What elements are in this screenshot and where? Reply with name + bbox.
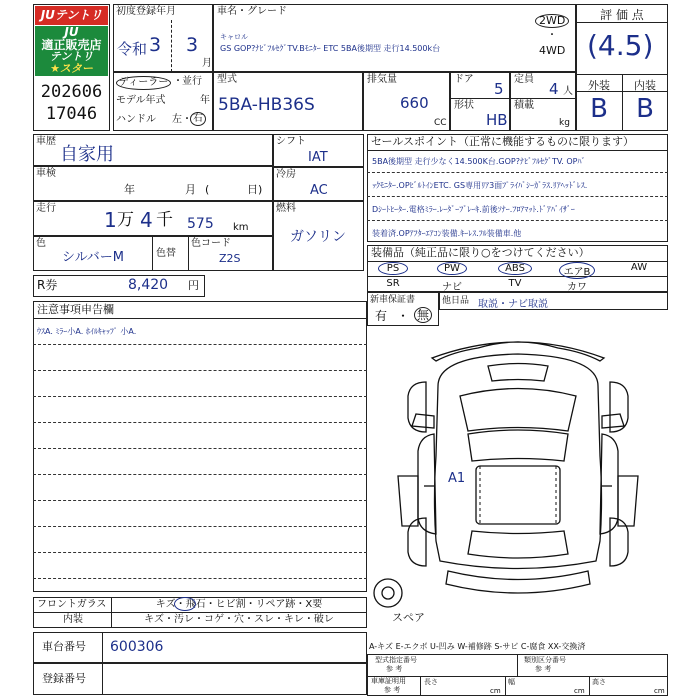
equipment-abs: ABS	[498, 262, 532, 275]
recycle-unit: 円	[188, 279, 199, 292]
sales-point-line: 5BA後期型 走行少なく14.500K台.GOP?ﾅﾋﾞﾌﾙｾｸﾞTV. OPﾊﾞ	[372, 157, 586, 166]
shift-label: シフト	[276, 136, 306, 147]
recycle-box	[33, 275, 205, 297]
notes-rule	[33, 500, 367, 501]
mileage-rest: 575	[187, 216, 214, 232]
inspection-year: 年	[124, 183, 135, 196]
model-value: 5BA-HB36S	[218, 95, 315, 115]
handle-left: 左	[172, 114, 182, 125]
parallel-option: 並行	[182, 76, 202, 87]
equipment-ps: PS	[378, 262, 408, 275]
windshield-label: フロントガラス	[37, 599, 107, 610]
stock-no-line1: 202606	[40, 82, 103, 102]
interior-grade: B	[636, 94, 654, 124]
first-reg-era: 令和	[117, 40, 148, 58]
equipment-leather: カワ	[567, 282, 587, 293]
color-value: シルバーM	[62, 250, 124, 265]
notes-rule	[33, 474, 367, 475]
color-code: Z2S	[219, 252, 241, 265]
sales-point-line: Dｼｰﾄﾋｰﾀｰ.電格ﾐﾗｰ.ﾚｰﾀﾞｰﾌﾞﾚｰｷ.前後ｿﾅｰ.ﾌﾛｱﾏｯﾄ.ﾄﾞｱﾊﾞｲｻﾞｰ	[372, 205, 575, 214]
equipment-sr: SR	[386, 278, 400, 289]
handle-right: 右	[190, 112, 206, 126]
car-name: キャロル	[220, 33, 248, 41]
logo-line2: テントリ	[49, 50, 94, 63]
inspection-label: 車検	[36, 168, 56, 179]
ac-value: AC	[310, 183, 328, 198]
dealer-dot: ・	[173, 76, 183, 87]
color-change-label: 色替	[156, 248, 176, 259]
height-label: 高さ	[592, 678, 606, 686]
length-label: 長さ	[424, 678, 438, 686]
first-reg-year: 3	[149, 34, 162, 56]
mileage-man: 1	[104, 208, 117, 232]
interior-check-label: 内装	[63, 614, 83, 625]
logo-brand-mark: JU	[64, 25, 79, 39]
first-reg-month-unit: 月	[202, 58, 212, 69]
model-year-label: モデル年式	[116, 95, 166, 106]
capacity-label: 定員	[514, 74, 534, 85]
history-label: 車歴	[36, 136, 56, 147]
handle-label: ハンドル	[116, 114, 156, 125]
class-code-label: 類別区分番号	[524, 656, 566, 664]
equipment-label: 装備品（純正品に限り○をつけてください）	[371, 246, 590, 259]
notes-rule	[33, 526, 367, 527]
other-label: 他日品	[442, 296, 470, 306]
fuel-label: 燃料	[276, 203, 296, 214]
notes-rule	[33, 578, 367, 579]
car-grade: GS GOP?ﾅﾋﾞﾌﾙｾｸﾞTV.Bﾓﾆﾀｰ ETC 5BA後期型 走行14.500k台	[220, 44, 441, 53]
windshield-items: キズ・飛石・ヒビ割・リペア跡・X要	[155, 599, 323, 610]
sales-points-label: セールスポイント（正常に機能するものに限ります）	[371, 135, 635, 148]
notes-rule	[33, 448, 367, 449]
displacement-unit: CC	[434, 118, 447, 128]
name-grade-label: 車名・グレード	[217, 6, 287, 17]
other-box	[439, 292, 668, 310]
length-unit: cm	[490, 687, 501, 695]
cert-label: 車庫証明用	[371, 677, 406, 685]
displacement-value: 660	[400, 94, 429, 112]
inspection-month: 月	[185, 183, 196, 196]
displacement-label: 排気量	[367, 74, 397, 85]
evaluation-label: 評 価 点	[600, 8, 644, 22]
color-label: 色	[36, 238, 46, 249]
drive-2wd: 2WD	[535, 14, 569, 28]
logo-line3: ★スター	[50, 62, 93, 75]
warranty-no: 無	[414, 307, 432, 323]
evaluation-score: (4.5)	[587, 29, 654, 62]
mileage-sen-unit: 千	[156, 210, 173, 230]
inspection-box	[33, 166, 273, 201]
other-value: 取説・ナビ取説	[478, 299, 548, 310]
logo-line1: 適正販売店	[41, 38, 102, 52]
exterior-label: 外装	[588, 79, 610, 92]
model-label: 型式	[217, 74, 237, 85]
damage-legend: A-キズ E-エクボ U-凹み W-補修跡 S-サビ C-腐食 XX-交換済	[369, 642, 586, 651]
drive-4wd: 4WD	[539, 44, 566, 57]
mileage-unit: km	[233, 222, 249, 233]
notes-label: 注意事項申告欄	[37, 303, 114, 316]
ac-label: 冷房	[276, 169, 296, 180]
equipment-navi: ナビ	[442, 282, 462, 293]
notes-line-1: ｳｽA. ﾐﾗｰ小A. ﾎｲﾙｷｬｯﾌﾟ 小A.	[37, 327, 137, 336]
warranty-label: 新車保証書	[370, 295, 416, 305]
inspection-day: 日)	[247, 183, 263, 196]
cert-ref: 参 考	[384, 686, 401, 694]
chassis-value: 600306	[110, 639, 164, 655]
car-diagram	[368, 326, 668, 616]
spare-label: スペア	[392, 611, 425, 624]
class-code-ref: 参 考	[535, 665, 552, 673]
model-year-unit: 年	[200, 95, 210, 106]
interior-items: キズ・汚レ・コゲ・穴・スレ・キレ・破レ	[144, 614, 334, 625]
sales-point-line: ｯｸﾓﾆﾀｰ.OPﾋﾞﾙﾄｲﾝETC. GS専用ﾘｱ3面ﾌﾟﾗｲﾊﾞｼｰｶﾞﾗｽ.ﾘｱﾍｯﾄﾞﾚｽ.	[372, 181, 588, 190]
doors-value: 5	[494, 80, 504, 98]
inspection-paren: (	[205, 183, 210, 196]
recycle-value: 8,420	[128, 277, 169, 293]
mileage-sen: 4	[140, 208, 153, 232]
drive-dot: ・	[547, 30, 557, 41]
mileage-label: 走行	[36, 203, 56, 214]
handle-dot: ・	[182, 114, 192, 125]
mileage-man-unit: 万	[117, 210, 134, 230]
shape-label: 形状	[454, 100, 474, 111]
load-unit: kg	[559, 118, 570, 128]
chassis-label: 車台番号	[42, 640, 86, 653]
notes-rule	[33, 370, 367, 371]
stock-no-line2: 17046	[45, 104, 98, 124]
exterior-grade: B	[590, 94, 608, 124]
recycle-label: R券	[37, 278, 58, 292]
dealer-option: ディーラー	[116, 76, 171, 90]
history-value: 自家用	[60, 144, 114, 165]
equipment-aw: AW	[630, 262, 648, 273]
notes-rule	[33, 552, 367, 553]
notes-rule	[33, 396, 367, 397]
equipment-tv: TV	[508, 278, 522, 289]
interior-label: 内装	[634, 79, 656, 92]
type-designation-ref: 参 考	[386, 665, 403, 673]
shift-value: IAT	[308, 150, 328, 165]
capacity-value: 4	[549, 80, 559, 98]
first-reg-label: 初度登録年月	[116, 6, 176, 17]
capacity-unit: 人	[563, 86, 573, 97]
logo-brand-top: JUテントリ	[40, 8, 103, 22]
equipment-airbag: エアB	[559, 262, 595, 279]
width-label: 幅	[508, 678, 515, 686]
shape-value: HB	[486, 111, 508, 129]
type-designation-label: 型式指定番号	[375, 656, 417, 664]
warranty-yes: 有	[375, 309, 388, 323]
notes-rule	[33, 422, 367, 423]
windshield-circle	[174, 597, 196, 611]
notes-rule	[33, 344, 367, 345]
color-code-label: 色コード	[191, 238, 231, 249]
height-unit: cm	[654, 687, 665, 695]
equipment-pw: PW	[437, 262, 467, 275]
damage-mark-a1: A1	[448, 471, 466, 486]
sales-point-line: 装着済.OPｱﾌﾀｰｴｱｺﾝ装備.ｷｰﾚｽ.ﾌﾙ装備車.他	[372, 229, 522, 238]
width-unit: cm	[574, 687, 585, 695]
registration-label: 登録番号	[42, 672, 86, 685]
first-reg-month: 3	[186, 34, 199, 56]
load-label: 積載	[514, 100, 534, 111]
doors-label: ドア	[454, 74, 474, 85]
warranty-dot: ・	[397, 309, 410, 323]
fuel-value: ガソリン	[290, 229, 346, 245]
